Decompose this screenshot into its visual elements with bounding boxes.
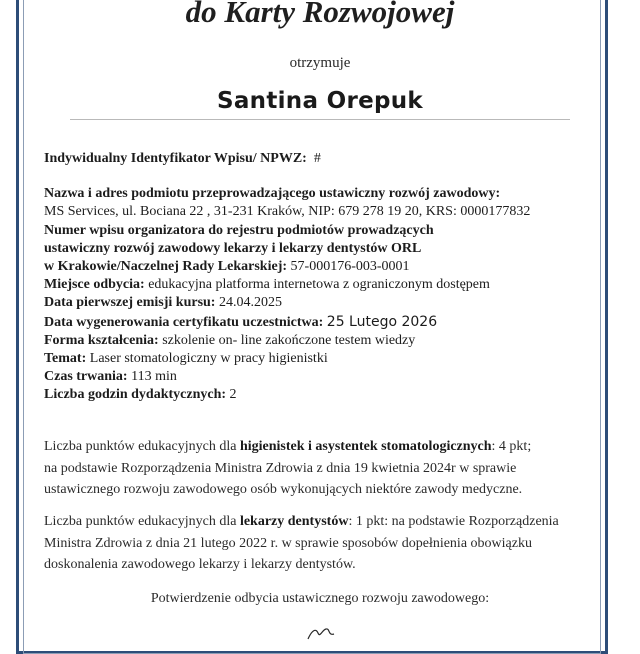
organizer-value: MS Services, ul. Bociana 22 , 31-231 Kraków, NIP: 679 278 19 20, KRS: 0000177832 [44,204,531,220]
organizer-value-row [44,203,600,221]
npwz-label: Indywidualny Identyfikator Wpisu/ NPWZ: [44,151,307,166]
form-row [44,332,600,350]
topic-row [44,350,600,368]
hygienists-line-3: ustawicznego rozwoju zawodowego osób wykonujących niektóre zawody medyczne. [44,482,523,497]
duration-label: Czas trwania: [44,369,128,385]
hours-label: Liczba godzin dydaktycznych: [44,387,227,403]
dentists-line-1 [44,511,604,533]
hygienists-line-1 [44,436,604,458]
place-row [44,276,600,294]
dentists-points-paragraph [44,511,604,576]
hygienists-line1-pre: Liczba punktów edukacyjnych dla [44,439,237,454]
hours-value: 2 [229,387,237,403]
place-label: Miejsce odbycia: [44,277,145,293]
dentists-line-2: Ministra Zdrowia z dnia 21 lutego 2022 r. w sprawie sposobów dopełnienia obowiązku [44,535,532,551]
generated-value: 25 Lutego 2026 [326,313,438,330]
confirmation-text: Potwierdzenie odbycia ustawicznego rozwoju zawodowego: [150,591,490,606]
duration-value: 113 min [131,369,177,385]
registry-label-3: w Krakowie/Naczelnej Rady Lekarskiej: [44,259,288,275]
hygienists-line1-bold: higienistek i asystentek stomatologicznych [239,439,492,454]
npwz-row [44,150,600,168]
receives-label: otrzymuje [289,55,351,71]
hygienists-points-paragraph [44,436,604,501]
dentists-line1-pre: Liczba punktów edukacyjnych dla [44,514,237,529]
topic-value: Laser stomatologiczny w pracy higienistki [89,351,328,367]
name-underline [70,119,570,120]
recipient-name: Santina Orepuk [216,88,424,114]
registry-label-2: ustawiczny rozwój zawodowy lekarzy i lekarzy dentystów ORL [44,240,422,256]
form-value: szkolenie on- line zakończone testem wiedzy [162,332,416,348]
signature-mark [300,624,350,640]
dentists-line-3: doskonalenia zawodowego lekarzy i lekarzy dentystów. [44,557,356,572]
npwz-value: # [313,151,321,166]
registry-label-line1 [44,222,600,240]
registry-value: 57-000176-003-0001 [290,259,410,275]
first-emission-label: Data pierwszej emisji kursu: [44,295,216,311]
hygienists-line1-post: : 4 pkt; [491,439,532,454]
dentists-line1-post: : 1 pkt: na podstawie Rozporządzenia [348,514,559,529]
certificate-details [44,150,600,405]
hygienists-line-2: na podstawie Rozporządzenia Ministra Zdrowia z dnia 19 kwietnia 2024r w sprawie [44,460,517,476]
hours-row [44,386,600,404]
place-value: edukacyjna platforma internetowa z ograniczonym dostępem [148,277,490,293]
registry-label-1: Numer wpisu organizatora do rejestru podmiotów prowadzących [44,222,434,238]
registry-label-line2 [44,240,600,258]
organizer-label-row [44,185,600,203]
generated-label: Data wygenerowania certyfikatu uczestnictwa: [44,314,324,330]
registry-row [44,258,600,276]
duration-row [44,368,600,386]
generated-row [44,313,600,332]
dentists-line1-bold: lekarzy dentystów [239,514,349,529]
first-emission-value: 24.04.2025 [218,295,282,311]
certificate-title: do Karty Rozwojowej [185,0,455,29]
topic-label: Temat: [44,351,87,367]
first-emission-row [44,294,600,312]
form-label: Forma kształcenia: [44,332,159,348]
organizer-label: Nazwa i adres podmiotu przeprowadzającego ustawiczny rozwój zawodowy: [44,186,501,202]
